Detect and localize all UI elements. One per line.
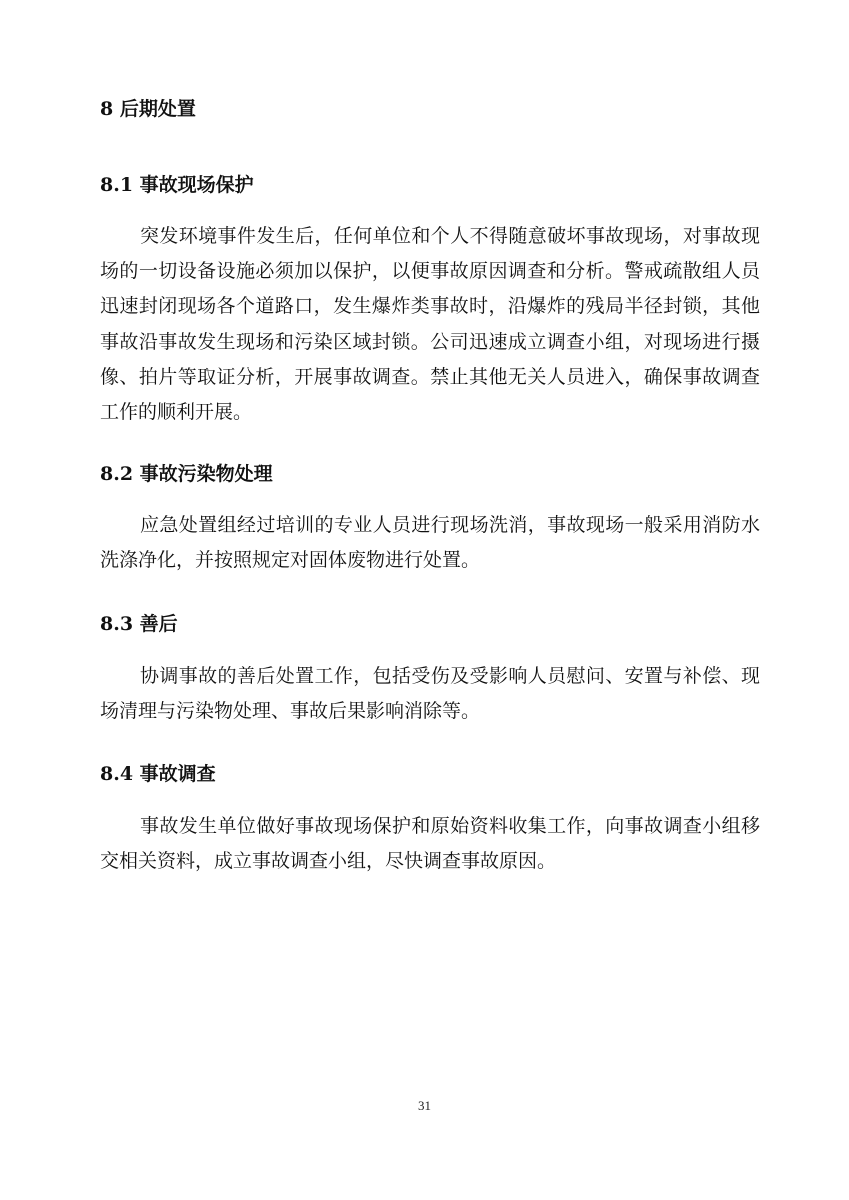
section-heading: 8.1 事故现场保护 [100, 174, 254, 196]
page-content [100, 93, 760, 879]
section-paragraph: 突发环境事件发生后，任何单位和个人不得随意破坏事故现场，对事故现场的一切设备设施必须加以保护，以便事故原因调查和分析。警戒疏散组人员迅速封闭现场各个道路口，发生爆炸类事故时，沿爆炸的残局半径封锁，其他事故沿事故发生现场和污染区域封锁。公司迅速成立调查小组，对现场进行摄像、拍片等取证分析，开展事故调查。禁止其他无关人员进入，确保事故调查工作的顺利开展。 [100, 225, 760, 424]
section-heading: 8.4 事故调查 [100, 763, 216, 786]
chapter-title: 8 后期处置 [100, 98, 196, 120]
section-paragraph: 协调事故的善后处置工作，包括受伤及受影响人员慰问、安置与补偿、现场清理与污染物处理、事故后果影响消除等。 [100, 664, 760, 722]
section-accident-site-protection [100, 169, 760, 430]
section-paragraph: 应急处置组经过培训的专业人员进行现场洗消，事故现场一般采用消防水洗涤净化，并按照规定对固体废物进行处置。 [100, 514, 760, 572]
page-number: 31 [418, 1098, 431, 1113]
section-heading: 8.2 事故污染物处理 [100, 463, 273, 486]
section-accident-investigation [100, 758, 760, 879]
section-aftermath [100, 608, 760, 729]
section-paragraph: 事故发生单位做好事故现场保护和原始资料收集工作，向事故调查小组移交相关资料，成立事故调查小组，尽快调查事故原因。 [100, 815, 760, 873]
section-pollutant-treatment [100, 458, 760, 578]
section-heading: 8.3 善后 [100, 612, 178, 635]
